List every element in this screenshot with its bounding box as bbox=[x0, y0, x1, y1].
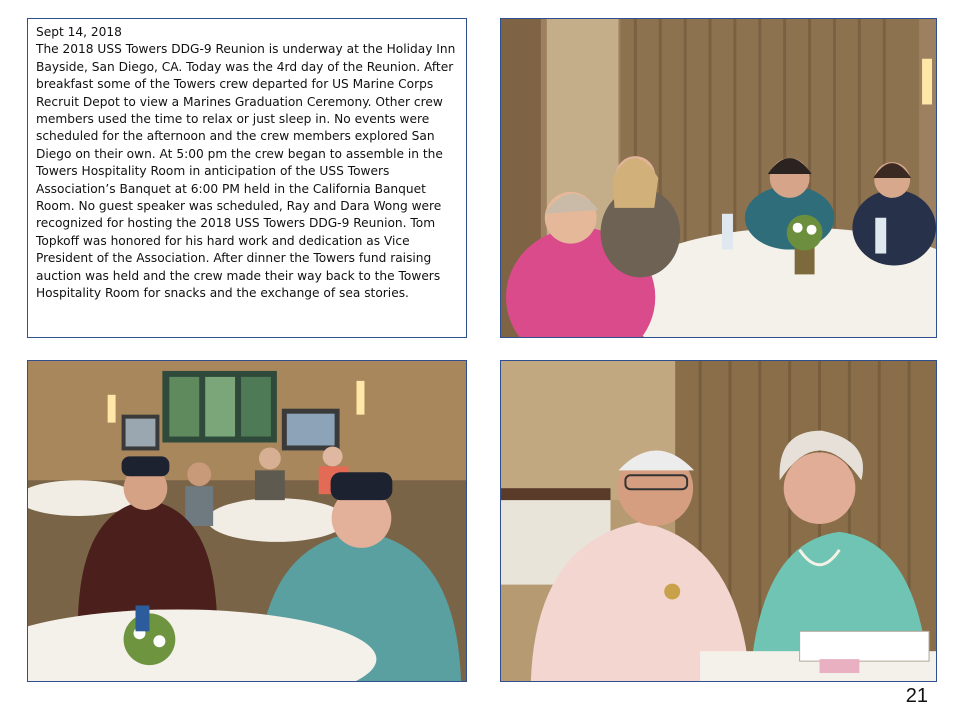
photo-couple-at-table bbox=[500, 360, 937, 682]
description-body: The 2018 USS Towers DDG-9 Reunion is underway at the Holiday Inn Bayside, San Diego, CA. Today was the 4rd day of the Reunion. After breakfast some of the Towers crew departed for US Marine Corps Recruit Depot to view a Marines Graduation Ceremony. Other crew members used the time to relax or just sleep in. No events were scheduled for the afternoon and the crew members explored San Diego on their own. At 5:00 pm the crew began to assemble in the Towers Hospitality Room in anticipation of the USS Towers Association’s Banquet at 6:00 PM held in the California Banquet Room. No guest speaker was scheduled, Ray and Dara Wong were recognized for hosting the 2018 USS Towers DDG-9 Reunion. Tom Topkoff was honored for his hard work and dedication as Vice President of the Association. After dinner the Towers fund raising auction was held and the crew made their way back to the Towers Hospitality Room for snacks and the exchange of sea stories. bbox=[36, 42, 456, 301]
photo-icon bbox=[501, 361, 936, 681]
photo-icon bbox=[28, 361, 466, 681]
photo-women-at-table bbox=[500, 18, 937, 338]
photo-icon bbox=[501, 19, 936, 337]
photo-veterans-in-banquet-room bbox=[27, 360, 467, 682]
description-text-box bbox=[27, 18, 467, 338]
post-date: Sept 14, 2018 bbox=[36, 25, 122, 39]
page-number: 21 bbox=[905, 685, 928, 707]
